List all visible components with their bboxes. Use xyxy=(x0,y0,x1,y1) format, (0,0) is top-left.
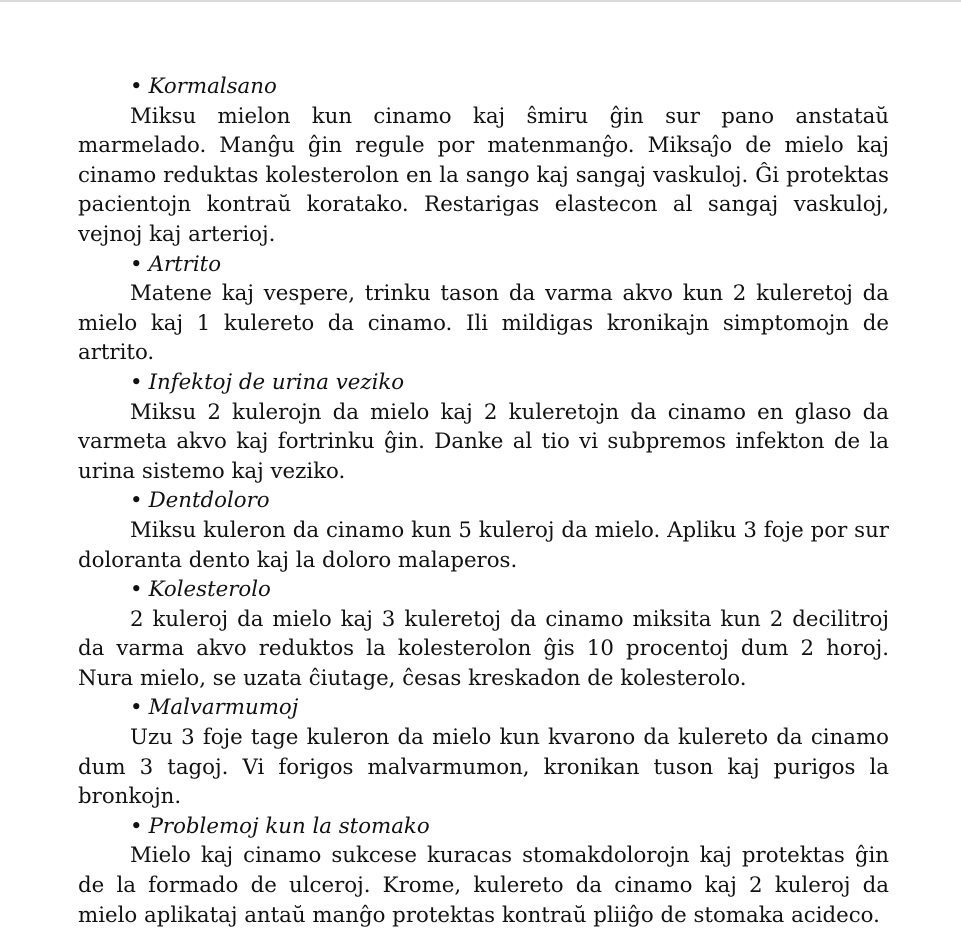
top-border xyxy=(0,0,961,2)
heading-text: Artrito xyxy=(148,251,222,277)
section-heading xyxy=(78,250,889,280)
bullet-icon: • xyxy=(130,695,143,721)
section-heading xyxy=(78,368,889,398)
heading-text: Malvarmumoj xyxy=(148,695,299,721)
section-heading xyxy=(78,486,889,516)
section-paragraph: Mielo kaj cinamo sukcese kuracas stomakdolorojn kaj protektas ĝin de la formado de ulceroj. Krome, kulereto da cinamo kaj 2 kuleroj da mielo aplikataj antaŭ manĝo protektas kontraŭ pliiĝo de stomaka acideco. xyxy=(78,843,889,928)
bullet-icon: • xyxy=(130,577,143,603)
heading-text: Dentdoloro xyxy=(148,488,270,514)
bullet-icon: • xyxy=(130,488,143,514)
bullet-icon: • xyxy=(130,369,143,395)
section-stomako xyxy=(78,812,889,930)
section-heading xyxy=(78,575,889,605)
bullet-icon: • xyxy=(130,74,143,99)
heading-text: Infektoj de urina veziko xyxy=(148,369,405,395)
section-dentdoloro xyxy=(78,486,889,575)
section-paragraph: Matene kaj vespere, trinku tason da varma akvo kun 2 kuleretoj da mielo kaj 1 kulereto da cinamo. Ili mildigas kronikajn simptomojn de artrito. xyxy=(78,281,889,366)
section-paragraph: Uzu 3 foje tage kuleron da mielo kun kvarono da kulereto da cinamo dum 3 tagoj. Vi forigos malvarmumon, kronikan tuson kaj purigos la bronkojn. xyxy=(78,725,889,810)
section-infektoj xyxy=(78,368,889,486)
heading-text: Kormalsano xyxy=(148,74,277,99)
document-page xyxy=(78,72,889,930)
section-heading xyxy=(78,693,889,723)
section-malvarmumoj xyxy=(78,693,889,811)
section-paragraph: Miksu mielon kun cinamo kaj ŝmiru ĝin sur pano anstataŭ marmelado. Manĝu ĝin regule por matenmanĝo. Miksaĵo de mielo kaj cinamo reduktas kolesterolon en la sango kaj sangaj vaskuloj. Ĝi protektas pacientojn kontraŭ koratako. Restarigas elastecon al sangaj vaskuloj, vejnoj kaj arterioj. xyxy=(78,103,889,247)
bullet-icon: • xyxy=(130,813,143,839)
section-paragraph: Miksu kuleron da cinamo kun 5 kuleroj da mielo. Apliku 3 foje por sur doloranta dento kaj la doloro malaperos. xyxy=(78,517,889,573)
section-kormalsano xyxy=(78,72,889,250)
section-heading xyxy=(78,72,889,102)
section-kolesterolo xyxy=(78,575,889,693)
bullet-icon: • xyxy=(130,251,143,277)
section-artrito xyxy=(78,250,889,368)
section-paragraph: 2 kuleroj da mielo kaj 3 kuleretoj da cinamo miksita kun 2 decilitroj da varma akvo reduktos la kolesterolon ĝis 10 procentoj dum 2 horoj. Nura mielo, se uzata ĉiutage, ĉesas kreskadon de kolesterolo. xyxy=(78,606,889,691)
section-paragraph: Miksu 2 kulerojn da mielo kaj 2 kuleretojn da cinamo en glaso da varmeta akvo kaj fortrinku ĝin. Danke al tio vi subpremos infekton de la urina sistemo kaj veziko. xyxy=(78,399,889,484)
heading-text: Kolesterolo xyxy=(148,577,271,603)
heading-text: Problemoj kun la stomako xyxy=(148,813,430,839)
section-heading xyxy=(78,812,889,842)
